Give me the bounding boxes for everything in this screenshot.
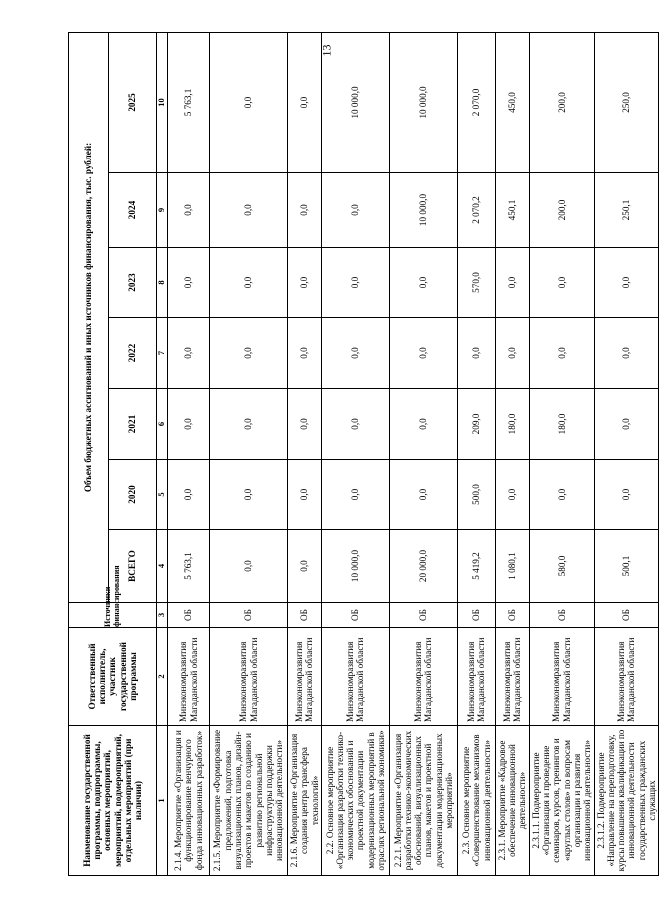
header-year: 2023 xyxy=(109,248,157,318)
row-value: 0,0 xyxy=(168,318,210,389)
row-value: 0,0 xyxy=(210,248,288,318)
header-year: 2021 xyxy=(109,389,157,460)
column-index: 4 xyxy=(157,530,168,603)
row-value: 570,0 xyxy=(457,248,495,318)
row-value: 500,0 xyxy=(457,460,495,530)
table-row xyxy=(594,32,659,875)
row-source: ОБ xyxy=(389,603,457,628)
row-value: 0,0 xyxy=(210,32,288,172)
row-value: 10 000,0 xyxy=(389,32,457,172)
column-index: 2 xyxy=(157,628,168,726)
row-value: 0,0 xyxy=(389,248,457,318)
row-name: 2.3.1.1. Подмероприятие «Организация и проведение семинаров, курсов, тренингов и «круглых столов» по вопросам организации и развития инновационной деятельности» xyxy=(529,726,594,876)
row-value: 0,0 xyxy=(495,318,529,389)
row-value: 0,0 xyxy=(168,460,210,530)
row-value: 0,0 xyxy=(288,530,322,603)
row-executor: Минэкономразвития Магаданской области xyxy=(594,628,659,726)
row-value: 0,0 xyxy=(594,318,659,389)
row-value: 0,0 xyxy=(288,318,322,389)
row-source: ОБ xyxy=(321,603,389,628)
row-executor: Минэкономразвития Магаданской области xyxy=(389,628,457,726)
page-number: 13 xyxy=(319,44,334,57)
column-index: 10 xyxy=(157,32,168,172)
row-source: ОБ xyxy=(529,603,594,628)
column-index: 7 xyxy=(157,318,168,389)
row-value: 0,0 xyxy=(288,248,322,318)
row-value: 0,0 xyxy=(288,389,322,460)
row-value: 20 000,0 xyxy=(389,530,457,603)
row-value: 180,0 xyxy=(495,389,529,460)
row-name: 2.3.1.2. Подмероприятие «Направление на переподготовку, курсы повышения квалификации по инновационной деятельности государственных гражданских служащих xyxy=(594,726,659,876)
row-value: 10 000,0 xyxy=(321,32,389,172)
row-value: 0,0 xyxy=(210,530,288,603)
row-value: 5 419,2 xyxy=(457,530,495,603)
table-row xyxy=(529,32,594,875)
row-name: 2.3.1. Мероприятие «Кадровое обеспечение инновационной деятельности» xyxy=(495,726,529,876)
row-executor: Минэкономразвития Магаданской области xyxy=(529,628,594,726)
table-row xyxy=(495,32,529,875)
row-source: ОБ xyxy=(168,603,210,628)
row-value: 0,0 xyxy=(495,248,529,318)
row-value: 0,0 xyxy=(321,173,389,248)
row-executor: Минэкономразвития Магаданской области xyxy=(321,628,389,726)
header-name: Наименование государственной программы, подпрограммы, основных мероприятий, мероприятий, подмероприятий, отдельных мероприятий (при наличии) xyxy=(69,726,157,876)
row-value: 0,0 xyxy=(288,173,322,248)
row-value: 0,0 xyxy=(321,389,389,460)
row-value: 2 070,2 xyxy=(457,173,495,248)
column-index: 5 xyxy=(157,460,168,530)
header-executor: Ответственный исполнитель, участник государственной программы xyxy=(69,628,157,726)
row-value: 450,0 xyxy=(495,32,529,172)
row-value: 10 000,0 xyxy=(321,530,389,603)
row-value: 0,0 xyxy=(210,318,288,389)
row-name: 2.3. Основное мероприятие «Совершенствование механизмов инновационной деятельности» xyxy=(457,726,495,876)
table-row xyxy=(168,32,210,875)
row-name: 2.1.5. Мероприятие «Формирование предложений, подготовка визуализационных планов, дизайн-проектов и макетов по созданию и развитию региональной инфраструктуры поддержки инновационной деятельности» xyxy=(210,726,288,876)
column-index: 3 xyxy=(157,603,168,628)
row-executor: Минэкономразвития Магаданской области xyxy=(288,628,322,726)
table-row xyxy=(389,32,457,875)
row-value: 1 080,1 xyxy=(495,530,529,603)
row-value: 200,0 xyxy=(529,173,594,248)
row-value: 580,0 xyxy=(529,530,594,603)
header-source: Источники финансирования xyxy=(69,603,157,628)
row-value: 0,0 xyxy=(168,389,210,460)
row-value: 0,0 xyxy=(210,173,288,248)
row-value: 0,0 xyxy=(594,248,659,318)
rotated-table-wrapper xyxy=(68,33,658,876)
row-value: 0,0 xyxy=(594,389,659,460)
row-value: 0,0 xyxy=(321,248,389,318)
rotated-page-content xyxy=(68,33,658,876)
row-value: 250,0 xyxy=(594,32,659,172)
column-index: 6 xyxy=(157,389,168,460)
row-name: 2.2.1. Мероприятие «Организация разработки технико-экономических обоснований, визуализационных планов, макетов и проектной документации модернизационных мероприятий» xyxy=(389,726,457,876)
row-value: 209,0 xyxy=(457,389,495,460)
table-row xyxy=(210,32,288,875)
column-index: 9 xyxy=(157,173,168,248)
row-value: 0,0 xyxy=(288,32,322,172)
row-value: 180,0 xyxy=(529,389,594,460)
row-source: ОБ xyxy=(210,603,288,628)
row-executor: Минэкономразвития Магаданской области xyxy=(210,628,288,726)
row-value: 250,1 xyxy=(594,173,659,248)
row-name: 2.1.6. Мероприятие «Организация создания центра трансфера технологий» xyxy=(288,726,322,876)
row-name: 2.1.4. Мероприятие «Организация и функционирование венчурного фонда инновационных разработок» xyxy=(168,726,210,876)
row-executor: Минэкономразвития Магаданской области xyxy=(168,628,210,726)
row-value: 500,1 xyxy=(594,530,659,603)
row-value: 0,0 xyxy=(594,460,659,530)
row-source: ОБ xyxy=(495,603,529,628)
column-index: 8 xyxy=(157,248,168,318)
header-finance-group: Объем бюджетных ассигнований и иных источников финансирования, тыс. рублей: xyxy=(69,32,109,602)
row-source: ОБ xyxy=(288,603,322,628)
row-value: 0,0 xyxy=(321,460,389,530)
row-value: 0,0 xyxy=(168,248,210,318)
header-year: 2020 xyxy=(109,460,157,530)
row-executor: Минэкономразвития Магаданской области xyxy=(495,628,529,726)
row-value: 0,0 xyxy=(168,173,210,248)
row-value: 0,0 xyxy=(389,389,457,460)
financing-table xyxy=(68,32,659,876)
row-value: 0,0 xyxy=(457,318,495,389)
row-value: 0,0 xyxy=(210,460,288,530)
header-year: 2022 xyxy=(109,318,157,389)
column-index: 1 xyxy=(157,726,168,876)
row-value: 0,0 xyxy=(321,318,389,389)
row-value: 0,0 xyxy=(389,318,457,389)
row-value: 0,0 xyxy=(495,460,529,530)
row-value: 450,1 xyxy=(495,173,529,248)
row-value: 0,0 xyxy=(529,248,594,318)
row-value: 0,0 xyxy=(389,460,457,530)
row-value: 0,0 xyxy=(529,318,594,389)
table-row xyxy=(321,32,389,875)
row-value: 0,0 xyxy=(288,460,322,530)
header-year: 2024 xyxy=(109,173,157,248)
row-source: ОБ xyxy=(457,603,495,628)
row-name: 2.2. Основное мероприятие «Организация разработки технико-экономических обоснований и проектной документации модернизационных мероприятий в отраслях региональной экономики» xyxy=(321,726,389,876)
header-year: 2025 xyxy=(109,32,157,172)
row-source: ОБ xyxy=(594,603,659,628)
row-value: 5 763,1 xyxy=(168,530,210,603)
table-row xyxy=(457,32,495,875)
row-value: 200,0 xyxy=(529,32,594,172)
row-value: 2 070,0 xyxy=(457,32,495,172)
row-executor: Минэкономразвития Магаданской области xyxy=(457,628,495,726)
header-year: ВСЕГО xyxy=(109,530,157,603)
row-value: 0,0 xyxy=(529,460,594,530)
row-value: 5 763,1 xyxy=(168,32,210,172)
row-value: 10 000,0 xyxy=(389,173,457,248)
table-row xyxy=(288,32,322,875)
row-value: 0,0 xyxy=(210,389,288,460)
